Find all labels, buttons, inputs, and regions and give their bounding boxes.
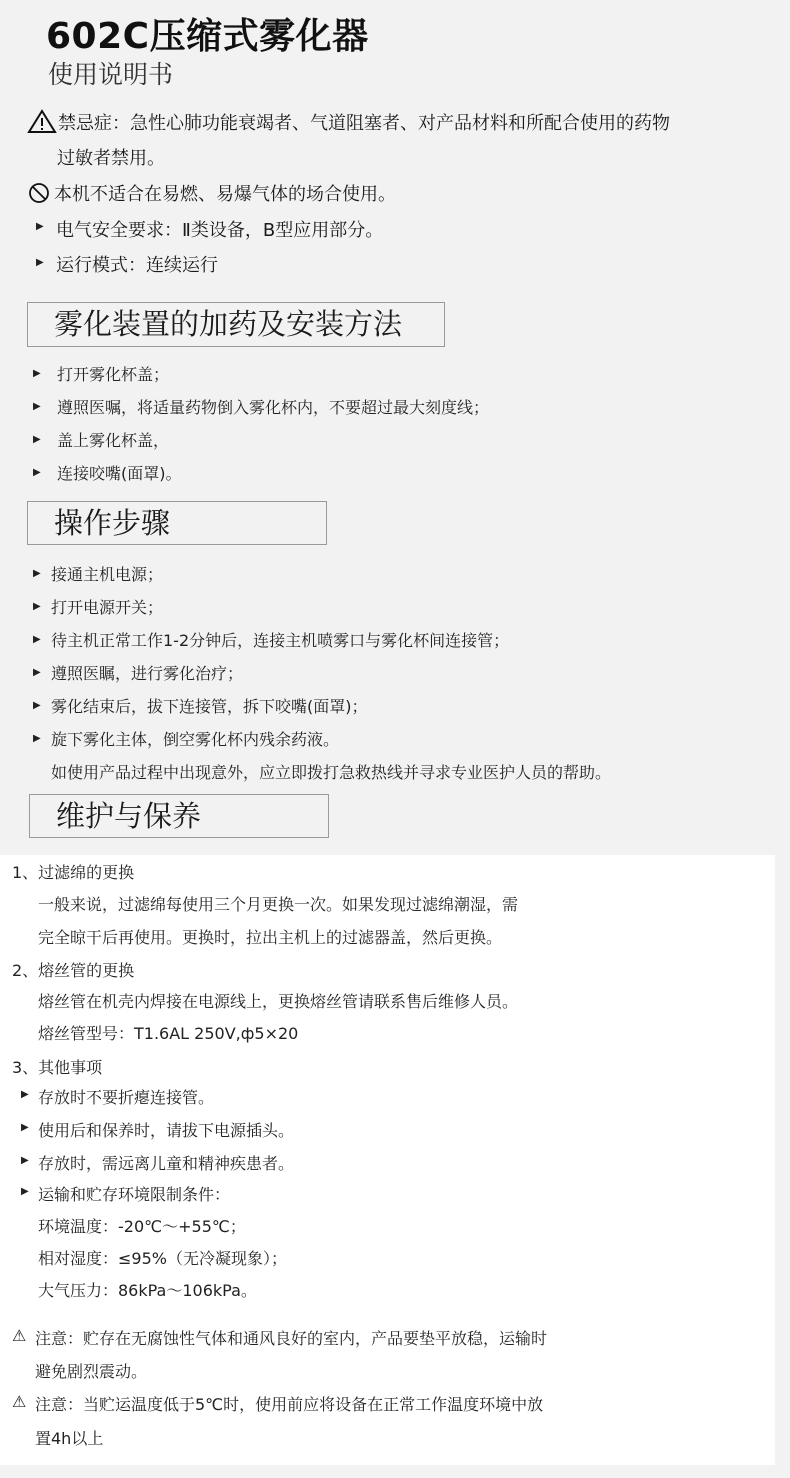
other-heading: 3、其他事项	[12, 1058, 103, 1077]
dosing-step: 遵照医嘱，将适量药物倒入雾化杯内，不要超过最大刻度线；	[57, 398, 490, 417]
triangle-right-icon: ▶	[33, 401, 41, 412]
section-title-maintenance	[29, 794, 329, 838]
operation-step: 打开电源开关；	[51, 598, 164, 617]
operation-note: 如使用产品过程中出现意外，应立即拨打急救热线并寻求专业医护人员的帮助。	[51, 763, 612, 782]
section-title-dosing	[27, 302, 445, 347]
env-humidity: 相对湿度：≤95%（无冷凝现象）；	[38, 1249, 287, 1268]
section-title-operation-label: 操作步骤	[54, 505, 171, 540]
filter-text: 一般来说，过滤绵每使用三个月更换一次。如果发现过滤绵潮湿，需	[38, 895, 519, 914]
triangle-right-icon: ▶	[33, 667, 41, 678]
section-title-dosing-label: 雾化装置的加药及安装方法	[54, 307, 403, 341]
warning-triangle-icon	[27, 109, 57, 134]
warning-triangle-icon: ⚠	[12, 1392, 27, 1411]
operation-step: 接通主机电源；	[51, 565, 164, 584]
fuse-model: 熔丝管型号：T1.6AL 250V,ф5×20	[38, 1024, 299, 1043]
operation-step: 雾化结束后，拔下连接管，拆下咬嘴(面罩)；	[51, 697, 368, 716]
dosing-step: 盖上雾化杯盖，	[57, 431, 170, 450]
no-entry-icon	[28, 182, 50, 204]
fuse-text: 熔丝管在机壳内焊接在电源线上，更换熔丝管请联系售后维修人员。	[38, 992, 519, 1011]
triangle-right-icon: ▶	[36, 221, 44, 232]
dosing-step: 打开雾化杯盖；	[57, 365, 170, 384]
other-item: 运输和贮存环境限制条件：	[38, 1185, 231, 1204]
triangle-right-icon: ▶	[33, 568, 41, 579]
page-subtitle: 使用说明书	[48, 60, 174, 89]
section-title-operation	[27, 501, 327, 545]
env-pressure: 大气压力：86kPa～106kPa。	[38, 1281, 257, 1300]
temperature-note-cont: 置4h以上	[35, 1429, 104, 1448]
operation-mode-text: 运行模式：连续运行	[56, 255, 218, 276]
filter-text-cont: 完全晾干后再使用。更换时，拉出主机上的过滤器盖，然后更换。	[38, 928, 503, 947]
electrical-safety-text: 电气安全要求：Ⅱ类设备，B型应用部分。	[56, 220, 384, 241]
triangle-right-icon: ▶	[33, 368, 41, 379]
triangle-right-icon: ▶	[21, 1089, 29, 1100]
operation-step: 待主机正常工作1-2分钟后，连接主机喷雾口与雾化杯间连接管；	[51, 631, 510, 650]
temperature-note: 注意：当贮运温度低于5℃时，使用前应将设备在正常工作温度环境中放	[35, 1395, 544, 1414]
env-temperature: 环境温度：-20℃～+55℃；	[38, 1217, 246, 1236]
contraindication-text: 禁忌症：急性心肺功能衰竭者、气道阻塞者、对产品材料和所配合使用的药物	[58, 113, 670, 134]
section-title-maintenance-label: 维护与保养	[56, 798, 202, 833]
triangle-right-icon: ▶	[21, 1155, 29, 1166]
dosing-step: 连接咬嘴(面罩)。	[57, 464, 182, 483]
other-item: 使用后和保养时，请拔下电源插头。	[38, 1121, 295, 1140]
triangle-right-icon: ▶	[33, 467, 41, 478]
triangle-right-icon: ▶	[33, 634, 41, 645]
operation-step: 遵照医瞩，进行雾化治疗；	[51, 664, 244, 683]
triangle-right-icon: ▶	[33, 700, 41, 711]
other-item: 存放时不要折瘪连接管。	[38, 1088, 215, 1107]
triangle-right-icon: ▶	[21, 1186, 29, 1197]
triangle-right-icon: ▶	[33, 733, 41, 744]
other-item: 存放时，需远离儿童和精神疾患者。	[38, 1154, 295, 1173]
operation-step: 旋下雾化主体，倒空雾化杯内残余药液。	[51, 730, 340, 749]
triangle-right-icon: ▶	[33, 434, 41, 445]
prohibition-text: 本机不适合在易燃、易爆气体的场合使用。	[54, 184, 396, 205]
triangle-right-icon: ▶	[33, 601, 41, 612]
filter-heading: 1、过滤绵的更换	[12, 863, 135, 882]
fuse-heading: 2、熔丝管的更换	[12, 961, 135, 980]
triangle-right-icon: ▶	[36, 257, 44, 268]
triangle-right-icon: ▶	[21, 1122, 29, 1133]
storage-note: 注意：贮存在无腐蚀性气体和通风良好的室内，产品要垫平放稳，运输时	[35, 1329, 548, 1348]
page-title: 602C压缩式雾化器	[46, 16, 369, 57]
contraindication-text-cont: 过敏者禁用。	[57, 148, 165, 169]
storage-note-cont: 避免剧烈震动。	[35, 1362, 148, 1381]
warning-triangle-icon: ⚠	[12, 1326, 27, 1345]
